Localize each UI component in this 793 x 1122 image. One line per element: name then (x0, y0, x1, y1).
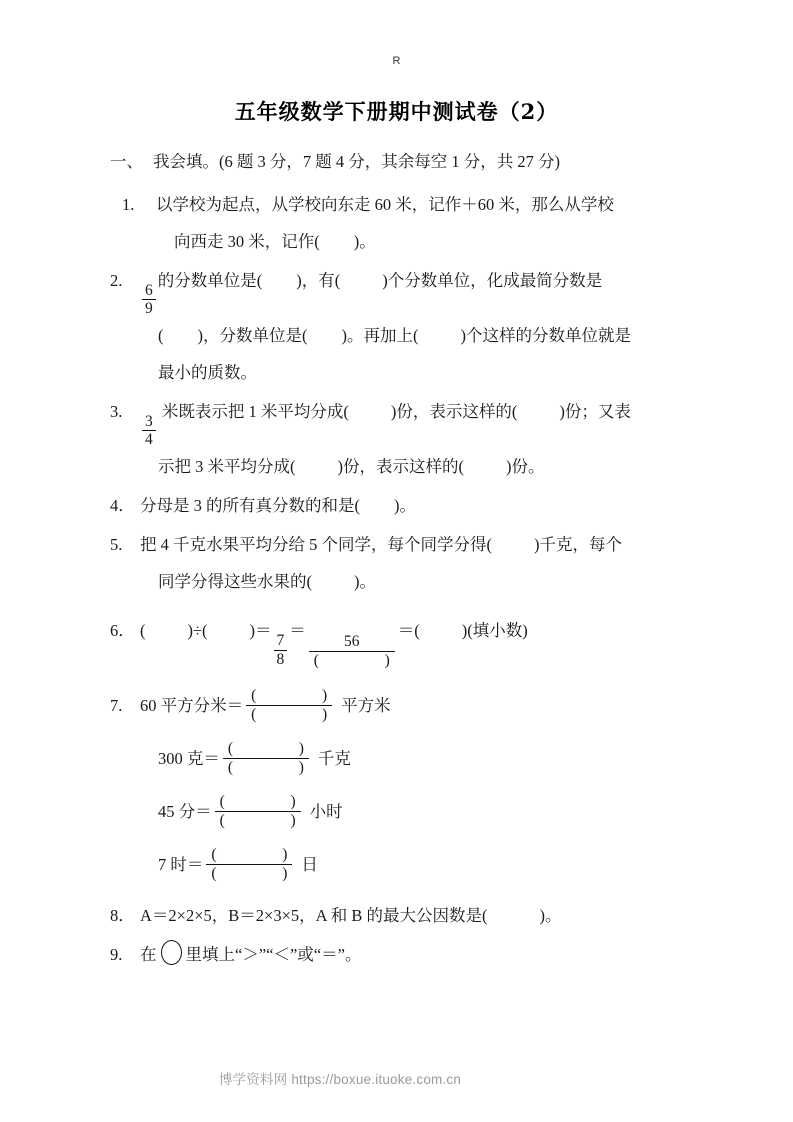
fraction-denominator: 8 (274, 650, 288, 668)
question-9-body (140, 936, 685, 973)
question-1-line2-a: 向西走 30 米，记作( (174, 232, 320, 251)
conversion-1-lead: 60 平方分米＝ (140, 696, 244, 716)
question-6-c: )＝ (249, 621, 272, 641)
question-8-line1: A＝2×2×5，B＝2×3×5，A 和 B 的最大公因数是( (140, 906, 488, 926)
paren-right: ) (282, 845, 288, 863)
answer-fraction[interactable] (206, 847, 292, 883)
question-2-l1-a: 的分数单位是( (157, 271, 263, 290)
question-5-body (140, 526, 685, 600)
question-9-number: 9. (110, 945, 123, 965)
section-heading (110, 143, 685, 180)
fraction-six-ninths (142, 283, 156, 318)
question-3-l1-b: )份，表示这样的( (390, 402, 518, 422)
question-2-line2 (140, 317, 685, 354)
question-4-line1-b: )。 (394, 496, 416, 516)
question-6-f: )(填小数) (461, 621, 528, 641)
paren-left: ( (251, 686, 257, 704)
paren-right: ) (298, 739, 304, 757)
conversion-row-1 (140, 679, 685, 732)
exam-content (110, 143, 685, 975)
answer-fraction[interactable] (223, 741, 309, 777)
fraction-denominator (223, 758, 309, 776)
fraction-denominator: 9 (142, 299, 156, 317)
question-9-a: 在 (140, 945, 157, 965)
question-9 (110, 936, 685, 973)
paren-left: ( (227, 759, 234, 777)
fraction-numerator: 56 (344, 632, 360, 650)
paren-right: ) (298, 759, 304, 777)
paren-right: ) (290, 812, 296, 830)
question-2-l1-b: )，有( (296, 271, 341, 290)
question-3 (110, 393, 685, 485)
conversion-2-lead: 300 克＝ (158, 749, 220, 769)
conversion-2-tail: 千克 (317, 749, 351, 769)
section-label: 我会填。 (153, 152, 219, 171)
conversion-row-3 (140, 785, 685, 838)
fraction-denominator (215, 811, 301, 829)
question-6-body (140, 612, 685, 669)
section-scoring: (6 题 3 分，7 题 4 分，其余每空 1 分，共 27 分) (219, 152, 560, 171)
paren-right: ) (384, 651, 390, 669)
question-6-number: 6． (110, 621, 135, 641)
question-2-number: 2. (110, 271, 123, 290)
fraction-denominator (309, 651, 395, 669)
question-2-l2-d: )个这样的分数单位就是 (460, 326, 631, 346)
paren-left: ( (211, 865, 217, 883)
footer-watermark: 博学资料网 https://boxue.ituoke.com.cn (218, 1072, 462, 1087)
answer-fraction[interactable] (215, 794, 301, 830)
paren-right: ) (321, 686, 328, 704)
question-5-number: 5. (110, 535, 123, 555)
fraction-numerator: 6 (145, 281, 153, 299)
fraction-numerator (223, 741, 309, 758)
conversion-row-4 (140, 838, 685, 891)
question-4-number: 4． (110, 496, 135, 516)
comparison-circle-icon[interactable] (161, 940, 182, 965)
question-2-body (140, 262, 685, 391)
question-3-l2-b: )份，表示这样的( (337, 457, 464, 477)
question-1-line2 (156, 223, 685, 260)
question-8 (110, 897, 685, 934)
fraction-numerator (246, 688, 332, 705)
question-4 (110, 487, 685, 524)
question-2-l2-a: ( (158, 326, 164, 346)
paren-right: ) (321, 706, 328, 724)
question-1-number: 1. (122, 195, 135, 214)
question-5-l2-b: )。 (354, 572, 376, 592)
question-1 (110, 186, 685, 260)
conversion-3-lead: 45 分＝ (158, 802, 212, 822)
conversion-4-lead: 7 时＝ (158, 855, 204, 875)
question-5-line2 (140, 563, 685, 600)
section-number: 一、 (110, 152, 143, 171)
question-5-l2-a: 同学分得这些水果的( (158, 572, 312, 592)
question-8-body (140, 897, 685, 934)
paren-left: ( (219, 792, 225, 810)
question-7-body (140, 679, 685, 891)
question-2-l2-b: )，分数单位是( (197, 326, 308, 346)
fraction-numerator: 3 (145, 412, 153, 430)
paren-left: ( (211, 845, 217, 863)
paren-left: ( (251, 706, 257, 724)
question-6-d: ＝ (289, 621, 306, 641)
fraction-denominator: 4 (142, 430, 156, 448)
question-3-l2-a: 示把 3 米平均分成( (158, 457, 296, 477)
question-6-a: ( (140, 621, 146, 641)
paren-right: ) (282, 865, 288, 883)
question-2-line3: 最小的质数。 (158, 363, 257, 383)
question-6-b: )÷( (187, 621, 208, 641)
question-8-number: 8． (110, 906, 135, 926)
question-8-line1-b: )。 (539, 906, 562, 926)
answer-fraction[interactable] (246, 688, 332, 724)
question-4-body (140, 487, 685, 524)
question-1-body (156, 186, 685, 260)
fraction-numerator: 7 (276, 631, 285, 649)
fraction-denominator (246, 705, 332, 723)
question-5 (110, 526, 685, 600)
question-1-line2-b: )。 (353, 232, 376, 251)
question-5-l1-a: 把 4 千克水果平均分给 5 个同学，每个同学分得( (140, 535, 492, 555)
question-1-line1: 以学校为起点，从学校向东走 60 米，记作＋60 米，那么从学校 (156, 195, 614, 214)
question-3-l1-c: )份；又表 (559, 402, 631, 422)
fraction-denominator (206, 864, 292, 882)
question-3-l1-a: 米既表示把 1 米平均分成( (161, 402, 349, 422)
question-2-l2-c: )。再加上( (341, 326, 419, 346)
paren-right: ) (290, 792, 296, 810)
fraction-three-fourths (142, 414, 156, 449)
question-9-b: 里填上“＞”“＜”或“＝”。 (185, 945, 362, 965)
question-3-l2-c: )份。 (506, 457, 545, 477)
question-6 (110, 612, 685, 669)
question-7 (110, 679, 685, 891)
question-3-line2 (140, 448, 685, 485)
registration-mark: R (392, 55, 401, 67)
paren-left: ( (313, 651, 319, 669)
paren-left: ( (219, 812, 225, 830)
conversion-1-tail: 平方米 (341, 696, 391, 716)
question-2 (110, 262, 685, 391)
page-title: 五年级数学下册期中测试卷（2） (234, 99, 559, 124)
question-3-body (140, 393, 685, 485)
conversion-4-tail: 日 (301, 855, 318, 875)
conversion-row-2 (140, 732, 685, 785)
fraction-numerator (206, 847, 292, 864)
question-5-l1-b: )千克，每个 (534, 535, 622, 555)
question-3-number: 3. (110, 402, 123, 422)
fraction-seven-eighths (274, 633, 288, 668)
conversion-3-tail: 小时 (309, 802, 343, 822)
paren-left: ( (227, 739, 234, 757)
question-6-e: ＝( (397, 621, 420, 641)
question-4-line1: 分母是 3 的所有真分数的和是( (140, 496, 360, 516)
question-2-l1-c: )个分数单位，化成最简分数是 (382, 271, 603, 290)
fraction-fiftysix-over-blank[interactable] (309, 634, 395, 670)
question-7-number: 7. (110, 696, 123, 716)
fraction-numerator (215, 794, 301, 811)
